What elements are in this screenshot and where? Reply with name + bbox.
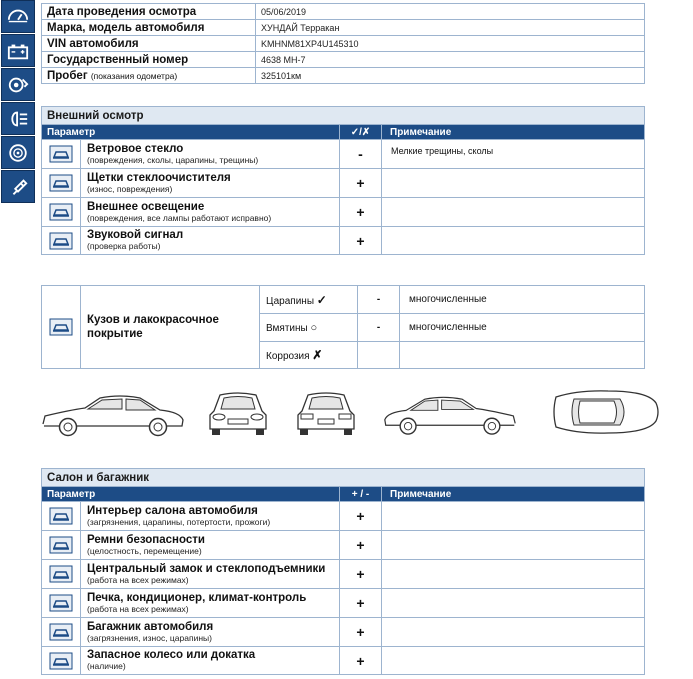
param-cell bbox=[81, 227, 340, 255]
spark-plug-icon[interactable] bbox=[1, 170, 35, 203]
wheel-icon[interactable] bbox=[1, 136, 35, 169]
table-row bbox=[42, 286, 645, 314]
param-desc: (целостность, перемещение) bbox=[87, 545, 202, 556]
column-header-param: Параметр bbox=[42, 125, 340, 140]
column-header-mark: ✓/✗ bbox=[340, 125, 382, 140]
table-row bbox=[42, 140, 645, 169]
column-header-note: Примечание bbox=[382, 125, 645, 140]
table-row bbox=[42, 531, 645, 560]
battery-icon[interactable] bbox=[1, 34, 35, 67]
car-check-icon bbox=[42, 502, 81, 531]
param-name: Печка, кондиционер, климат-контроль bbox=[87, 591, 307, 604]
brake-icon[interactable] bbox=[1, 68, 35, 101]
param-desc: (работа на всех режимах) bbox=[87, 603, 189, 614]
param-desc: (наличие) bbox=[87, 661, 126, 671]
info-row bbox=[42, 4, 645, 20]
car-check-icon bbox=[42, 286, 81, 369]
info-label: Дата проведения осмотра bbox=[42, 4, 256, 20]
mark-cell[interactable]: + bbox=[340, 531, 382, 560]
mark-cell[interactable]: + bbox=[340, 169, 382, 198]
interior-section bbox=[41, 468, 645, 675]
column-header-param: Параметр bbox=[42, 487, 340, 502]
param-desc: (проверка работы) bbox=[87, 241, 161, 251]
info-value: 05/06/2019 bbox=[256, 4, 645, 20]
corrosion-symbol: ✗ bbox=[312, 348, 323, 362]
param-desc: (работа на всех режимах) bbox=[87, 574, 189, 585]
car-top-view[interactable] bbox=[548, 387, 660, 437]
note-cell[interactable] bbox=[400, 342, 645, 369]
info-row bbox=[42, 20, 645, 36]
param-desc: (износ, повреждения) bbox=[87, 183, 173, 194]
info-label-sub: (показания одометра) bbox=[90, 70, 178, 81]
car-rear-view[interactable] bbox=[294, 389, 358, 439]
section-title: Салон и багажник bbox=[42, 469, 645, 487]
mark-cell[interactable]: + bbox=[340, 227, 382, 255]
param-name: Ветровое стекло bbox=[87, 142, 184, 155]
mark-cell[interactable]: - bbox=[340, 140, 382, 169]
dashboard-icon[interactable] bbox=[1, 0, 35, 33]
note-cell[interactable] bbox=[382, 531, 645, 560]
body-item-label: Вмятины bbox=[266, 322, 308, 334]
info-label: Марка, модель автомобиля bbox=[42, 20, 256, 36]
param-name: Звуковой сигнал bbox=[87, 229, 184, 241]
column-header-note: Примечание bbox=[382, 487, 645, 502]
column-header-mark: + / - bbox=[340, 487, 382, 502]
info-label-cell bbox=[42, 68, 256, 84]
note-cell[interactable]: многочисленные bbox=[400, 314, 645, 342]
body-item-cell bbox=[260, 342, 358, 369]
car-check-icon bbox=[42, 531, 81, 560]
car-right-side-view[interactable] bbox=[382, 390, 518, 440]
info-label: VIN автомобиля bbox=[42, 36, 256, 52]
car-check-icon bbox=[42, 618, 81, 647]
scratch-symbol: ✓ bbox=[316, 292, 327, 307]
exterior-section bbox=[41, 106, 645, 255]
param-name: Интерьер салона автомобиля bbox=[87, 504, 258, 517]
sidebar bbox=[0, 0, 36, 207]
car-views bbox=[40, 384, 660, 444]
note-cell[interactable] bbox=[382, 169, 645, 198]
table-row bbox=[42, 227, 645, 255]
table-row bbox=[42, 560, 645, 589]
headlight-icon[interactable] bbox=[1, 102, 35, 135]
car-check-icon bbox=[42, 169, 81, 198]
info-value: ХУНДАЙ Терракан bbox=[256, 20, 645, 36]
table-row bbox=[42, 618, 645, 647]
body-item-cell bbox=[260, 314, 358, 342]
param-desc: (повреждения, сколы, царапины, трещины) bbox=[87, 154, 259, 165]
param-cell bbox=[81, 169, 340, 198]
mark-cell[interactable]: + bbox=[340, 502, 382, 531]
note-cell[interactable] bbox=[382, 589, 645, 618]
body-paint-section bbox=[41, 285, 645, 369]
note-cell[interactable] bbox=[382, 502, 645, 531]
mark-cell[interactable]: - bbox=[358, 286, 400, 314]
car-check-icon bbox=[42, 198, 81, 227]
param-cell bbox=[81, 502, 340, 531]
param-cell bbox=[81, 618, 340, 647]
note-cell[interactable]: Мелкие трещины, сколы bbox=[382, 140, 645, 169]
note-cell[interactable] bbox=[382, 227, 645, 255]
info-row bbox=[42, 68, 645, 84]
mark-cell[interactable]: + bbox=[340, 560, 382, 589]
info-value: 325101км bbox=[256, 68, 645, 84]
param-cell bbox=[81, 140, 340, 169]
body-item-label: Царапины bbox=[266, 295, 315, 307]
info-row bbox=[42, 36, 645, 52]
mark-cell[interactable]: + bbox=[340, 618, 382, 647]
table-row bbox=[42, 647, 645, 675]
mark-cell[interactable] bbox=[358, 342, 400, 369]
car-check-icon bbox=[42, 589, 81, 618]
info-value: 4638 MH-7 bbox=[256, 52, 645, 68]
car-front-view[interactable] bbox=[206, 389, 270, 439]
body-param-name: Кузов и лакокрасочное покрытие bbox=[81, 286, 260, 369]
info-value: KMHNM81XP4U145310 bbox=[256, 36, 645, 52]
param-cell bbox=[81, 198, 340, 227]
note-cell[interactable] bbox=[382, 618, 645, 647]
table-row bbox=[42, 589, 645, 618]
vehicle-info-table bbox=[41, 3, 645, 84]
param-cell bbox=[81, 560, 340, 589]
dent-symbol: ○ bbox=[310, 321, 318, 334]
note-cell[interactable] bbox=[382, 198, 645, 227]
car-check-icon bbox=[42, 227, 81, 255]
info-row bbox=[42, 52, 645, 68]
param-name: Запасное колесо или докатка bbox=[87, 649, 256, 661]
param-desc: (повреждения, все лампы работают исправно) bbox=[87, 212, 272, 223]
param-name: Багажник автомобиля bbox=[87, 620, 214, 633]
note-cell[interactable] bbox=[382, 560, 645, 589]
section-title: Внешний осмотр bbox=[42, 107, 645, 125]
param-name: Щетки стеклоочистителя bbox=[87, 171, 231, 184]
body-item-cell bbox=[260, 286, 358, 314]
note-cell[interactable] bbox=[382, 647, 645, 675]
param-name: Центральный замок и стеклоподъемники bbox=[87, 562, 326, 575]
param-desc: (загрязнения, царапины, потертости, прожоги) bbox=[87, 516, 271, 527]
body-item-label: Коррозия bbox=[266, 351, 310, 362]
param-name: Внешнее освещение bbox=[87, 200, 205, 213]
table-row bbox=[42, 198, 645, 227]
param-cell bbox=[81, 531, 340, 560]
param-cell bbox=[81, 589, 340, 618]
note-cell[interactable]: многочисленные bbox=[400, 286, 645, 314]
param-desc: (загрязнения, износ, царапины) bbox=[87, 632, 212, 643]
info-label: Пробег bbox=[47, 69, 88, 82]
car-check-icon bbox=[42, 647, 81, 675]
info-label: Государственный номер bbox=[42, 52, 256, 68]
mark-cell[interactable]: + bbox=[340, 647, 382, 675]
car-check-icon bbox=[42, 140, 81, 169]
mark-cell[interactable]: + bbox=[340, 589, 382, 618]
car-left-side-view[interactable] bbox=[40, 390, 186, 440]
table-row bbox=[42, 169, 645, 198]
param-name: Ремни безопасности bbox=[87, 533, 205, 546]
mark-cell[interactable]: + bbox=[340, 198, 382, 227]
mark-cell[interactable]: - bbox=[358, 314, 400, 342]
car-check-icon bbox=[42, 560, 81, 589]
table-row bbox=[42, 502, 645, 531]
param-cell bbox=[81, 647, 340, 675]
